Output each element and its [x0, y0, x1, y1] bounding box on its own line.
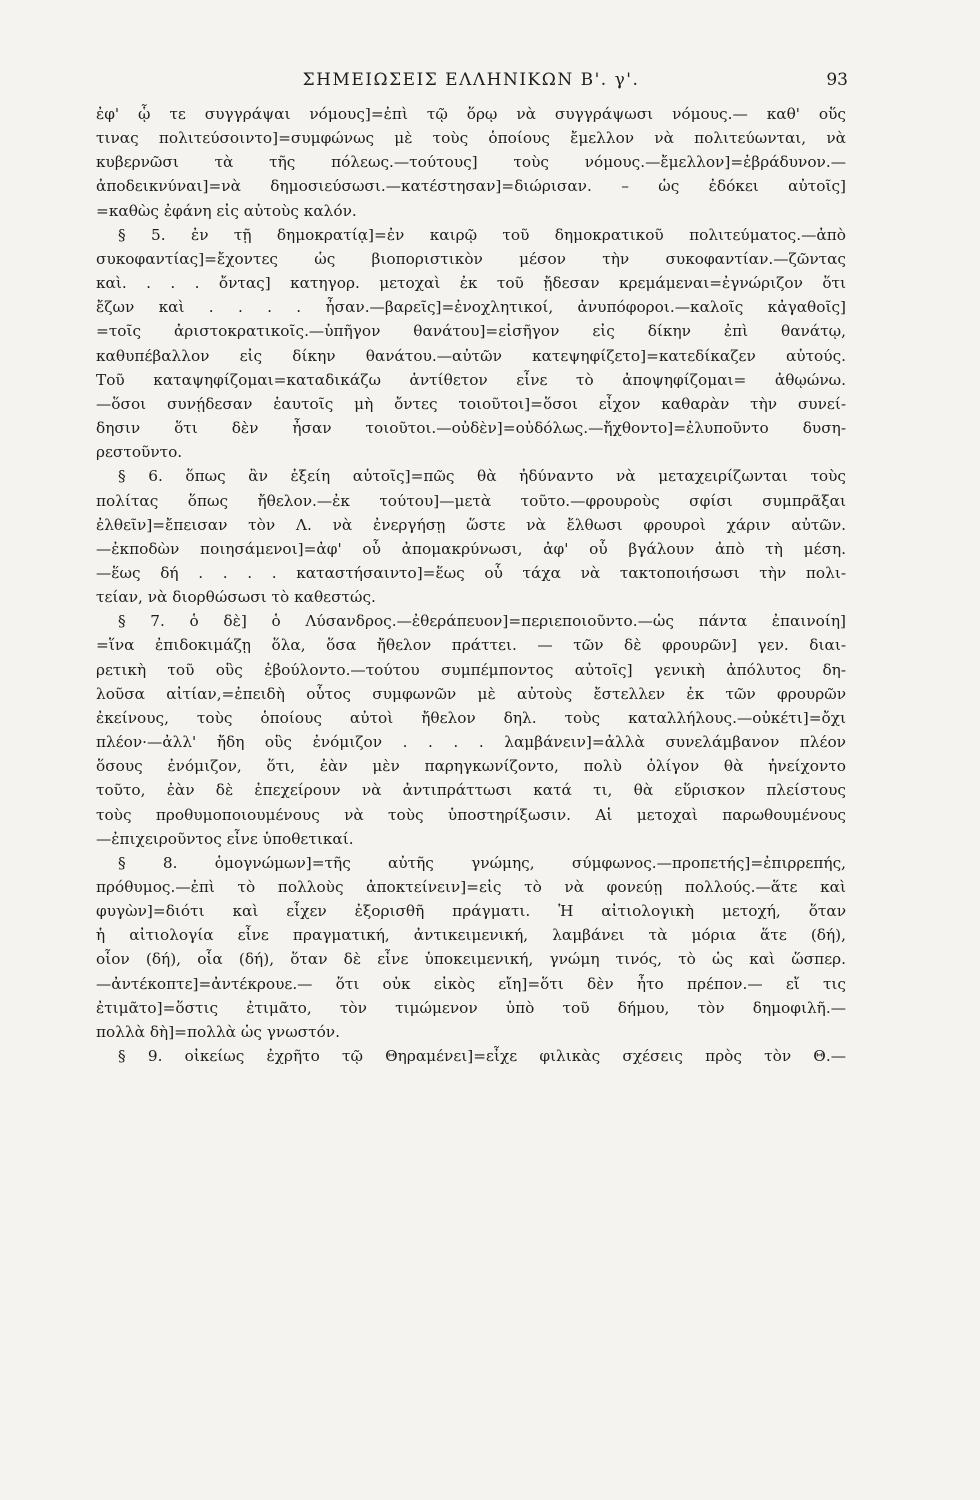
text-line: Τοῦ καταψηφίζομαι=καταδικάζω ἀντίθετον εἶνε τὸ ἀποψηφίζομαι= ἀθῳώνω.	[96, 370, 846, 389]
text-line: τινας πολιτεύσοιντο]=συμφώνως μὲ τοὺς ὁποίους ἔμελλον νὰ πολιτεύωνται, νὰ	[96, 129, 846, 148]
text-line: πρόθυμος.—ἐπὶ τὸ πολλοὺς ἀποκτείνειν]=εἰς τὸ νὰ φονεύῃ πολλούς.—ἅτε καὶ	[96, 878, 846, 896]
text-line: ρεστοῦντο.	[96, 443, 183, 462]
page	[96, 62, 846, 1068]
text-line: τοῦτο, ἐὰν δὲ ἐπεχείρουν νὰ ἀντιπράττωσι κατά τι, θὰ εὕρισκον πλείστους	[96, 781, 846, 800]
section-start-line: § 6. ὅπως ἂν ἐξείη αὐτοῖς]=πῶς θὰ ἠδύναντο νὰ μεταχειρίζωνται τοὺς	[118, 467, 846, 486]
section-start-line: § 7. ὁ δὲ] ὁ Λύσανδρος.—ἐθεράπευον]=περιεποιοῦντο.—ὡς πάντα ἐπαινοίη]	[118, 612, 846, 631]
text-line: —ἕως δή . . . . καταστήσαιντο]=ἕως οὗ τάχα νὰ τακτοποιήσωσι τὴν πολι-	[96, 563, 846, 582]
text-line: —ἐπιχειροῦντος εἶνε ὑποθετικαί.	[96, 829, 354, 848]
text-line: =καθὼς ἐφάνη εἰς αὐτοὺς καλόν.	[96, 201, 357, 220]
notes-text	[96, 102, 846, 1068]
text-line: ἐλθεῖν]=ἔπεισαν τὸν Λ. νὰ ἐνεργήσῃ ὥστε νὰ ἔλθωσι φρουροὶ χάριν αὐτῶν.	[96, 515, 846, 534]
text-line: =ἵνα ἐπιδοκιμάζῃ ὅλα, ὅσα ἤθελον πράττει. — τῶν δὲ φρουρῶν] γεν. διαι-	[96, 636, 846, 655]
page-number: 93	[826, 70, 848, 90]
text-line: κυβερνῶσι τὰ τῆς πόλεως.—τούτους] τοὺς νόμους.—ἔμελλον]=ἐβράδυνον.—	[96, 153, 846, 172]
text-line: λοῦσα αἰτίαν,=ἐπειδὴ οὗτος συμφωνῶν μὲ αὐτοὺς ἔστελλεν ἐκ τῶν φρουρῶν	[96, 684, 846, 703]
text-line: συκοφαντίας]=ἔχοντες ὡς βιοποριστικὸν μέσον τὴν συκοφαντίαν.—ζῶντας	[96, 249, 846, 268]
text-line: δησιν ὅτι δὲν ἦσαν τοιοῦτοι.—οὐδὲν]=οὐδόλως.—ἤχθοντο]=ἐλυποῦντο δυση-	[96, 419, 846, 438]
section-start-line: § 8. ὁμογνώμων]=τῆς αὐτῆς γνώμης, σύμφωνος.—προπετής]=ἐπιρρεπής,	[118, 853, 846, 872]
text-line: πολλὰ δὴ]=πολλὰ ὡς γνωστόν.	[96, 1022, 340, 1041]
text-line: ὅσους ἐνόμιζον, ὅτι, ἐὰν μὲν παρηγκωνίζοντο, πολὺ ὀλίγον θὰ ἠνείχοντο	[96, 757, 846, 776]
text-line: ἐκείνους, τοὺς ὁποίους αὐτοὶ ἤθελον δηλ. τοὺς καταλλήλους.—οὐκέτι]=ὄχι	[96, 708, 846, 727]
text-line: =τοῖς ἀριστοκρατικοῖς.—ὑπῆγον θανάτου]=εἰσῆγον εἰς δίκην ἐπὶ θανάτῳ,	[96, 322, 846, 341]
text-line: ἡ αἰτιολογία εἶνε πραγματική, ἀντικειμενική, λαμβάνει τὰ μόρια ἅτε (δή),	[96, 926, 846, 945]
text-line: —ἀντέκοπτε]=ἀντέκρουε.— ὅτι οὐκ εἰκὸς εἴη]=ὅτι δὲν ἦτο πρέπον.— εἴ τις	[96, 974, 846, 993]
section-start-line: § 9. οἰκείως ἐχρῆτο τῷ Θηραμένει]=εἶχε φιλικὰς σχέσεις πρὸς τὸν Θ.—	[118, 1047, 846, 1066]
page-header	[96, 62, 846, 102]
text-line: φυγὼν]=διότι καὶ εἶχεν ἐξορισθῆ πράγματι. Ἡ αἰτιολογικὴ μετοχή, ὅταν	[96, 902, 846, 921]
text-line: ἔζων καὶ . . . . ἦσαν.—βαρεῖς]=ἐνοχλητικοί, ἀνυπόφοροι.—καλοῖς κἀγαθοῖς]	[96, 298, 846, 317]
text-line: ἐτιμᾶτο]=ὅστις ἐτιμᾶτο, τὸν τιμώμενον ὑπὸ τοῦ δήμου, τὸν δημοφιλῆ.—	[96, 998, 846, 1017]
text-line: καὶ. . . . ὄντας] κατηγορ. μετοχαὶ ἐκ τοῦ ᾔδεσαν κρεμάμεναι=ἐγνώριζον ὅτι	[96, 274, 846, 293]
text-line: πλέον·—ἀλλ' ἤδη οὓς ἐνόμιζον . . . . λαμβάνειν]=ἀλλὰ συνελάμβανον πλέον	[96, 733, 846, 752]
text-line: τείαν, νὰ διορθώσωσι τὸ καθεστώς.	[96, 588, 376, 607]
text-line: ρετικὴ τοῦ οὓς ἐβούλοντο.—τούτου συμπέμποντος αὐτοῖς] γενικὴ ἀπόλυτος δη-	[96, 660, 846, 679]
text-line: καθυπέβαλλον εἰς δίκην θανάτου.—αὐτῶν κατεψηφίζετο]=κατεδίκαζεν αὐτούς.	[96, 346, 846, 365]
text-line: ἀποδεικνύναι]=νὰ δημοσιεύσωσι.—κατέστησαν]=διώρισαν. – ὡς ἐδόκει αὐτοῖς]	[96, 177, 846, 196]
section-start-line: § 5. ἐν τῇ δημοκρατίᾳ]=ἐν καιρῷ τοῦ δημοκρατικοῦ πολιτεύματος.—ἀπὸ	[118, 225, 846, 244]
text-line: πολίτας ὅπως ἤθελον.—ἐκ τούτου]—μετὰ τοῦτο.—φρουροὺς σφίσι συμπρᾶξαι	[96, 491, 846, 510]
text-line: ἐφ' ᾧ τε συγγράψαι νόμους]=ἐπὶ τῷ ὅρῳ νὰ συγγράψωσι νόμους.— καθ' οὕς	[96, 105, 846, 123]
text-line: —ἐκποδὼν ποιησάμενοι]=ἀφ' οὗ ἀπομακρύνωσι, ἀφ' οὗ βγάλουν ἀπὸ τὴ μέση.	[96, 539, 846, 558]
text-line: οἷον (δή), οἷα (δή), ὅταν δὲ εἶνε ὑποκειμενική, γνώμη τινός, τὸ ὡς καὶ ὥσπερ.	[96, 950, 846, 969]
running-title: ΣΗΜΕΙΩΣΕΙΣ ΕΛΛΗΝΙΚΩΝ Β'. γ'.	[302, 70, 640, 90]
text-line: —ὅσοι συνῄδεσαν ἑαυτοῖς μὴ ὄντες τοιοῦτοι]=ὅσοι εἶχον καθαρὰν τὴν συνεί-	[96, 394, 846, 413]
text-line: τοὺς προθυμοποιουμένους νὰ τοὺς ὑποστηρίξωσιν. Αἱ μετοχαὶ παρωθουμένους	[96, 805, 846, 824]
